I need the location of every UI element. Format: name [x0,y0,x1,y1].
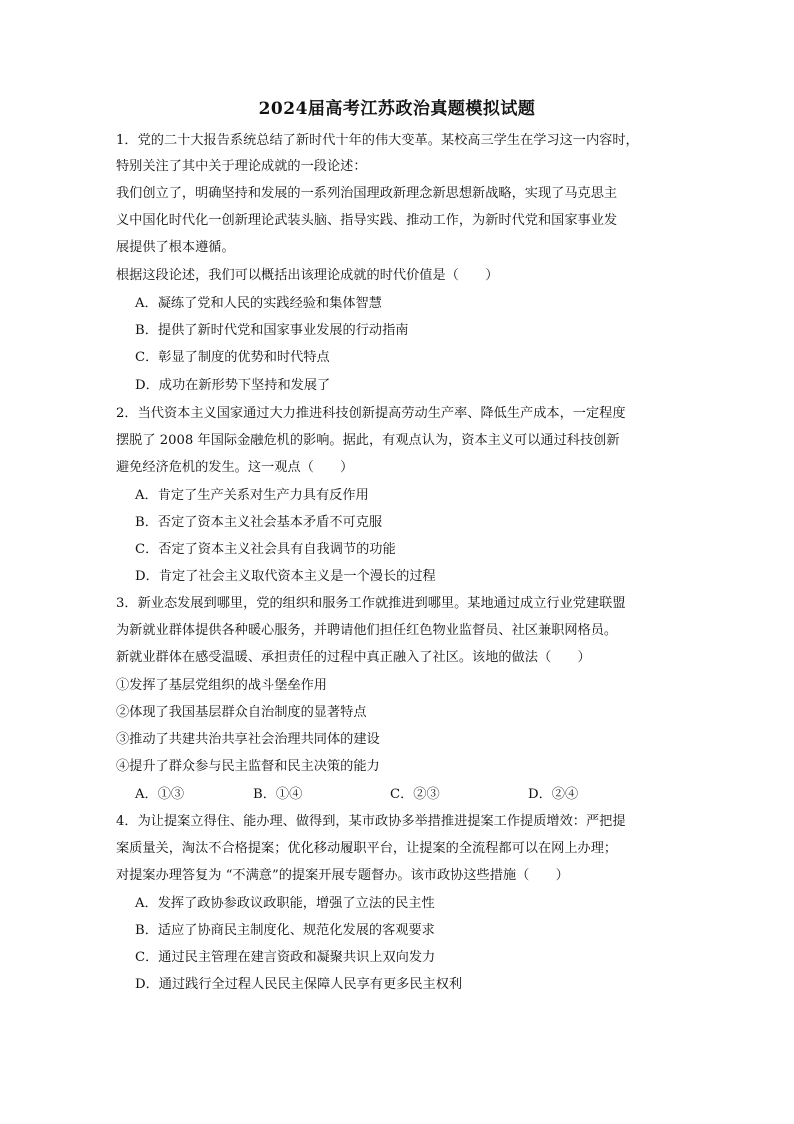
question-1-stem-line: 义中国化时代化一创新理论武装头脑、指导实践、推动工作，为新时代党和国家事业发 [116,213,618,228]
question-2-stem-line: 2．当代资本主义国家通过大力推进科技创新提高劳动生产率、降低生产成本，一定程度 [116,406,626,421]
question-4-option-d: D．通过践行全过程人民民主保障人民享有更多民主权利 [135,977,463,992]
question-3-choice-a: A．①③ [135,787,185,802]
question-1-option-c: C．彰显了制度的优势和时代特点 [135,350,330,365]
question-2-option-c: C．否定了资本主义社会具有自我调节的功能 [135,542,396,557]
question-3-stem-line: 新就业群体在感受温暖、承担责任的过程中真正融入了社区。该地的做法（ ） [116,650,591,665]
question-2-option-d: D．肯定了社会主义取代资本主义是一个漫长的过程 [135,569,436,584]
question-1-option-a: A．凝练了党和人民的实践经验和集体智慧 [135,296,382,311]
question-3-stem-line: 为新就业群体提供各种暖心服务，并聘请他们担任红色物业监督员、社区兼职网格员。 [116,623,618,638]
question-1-option-d: D．成功在新形势下坚持和发展了 [135,378,331,393]
question-1-stem-line: 特别关注了其中关于理论成就的一段论述： [116,159,367,174]
question-4-option-b: B．适应了协商民主制度化、规范化发展的客观要求 [135,923,435,938]
question-3-stem-line: 3．新业态发展到哪里，党的组织和服务工作就推进到哪里。某地通过成立行业党建联盟 [116,596,626,611]
question-1-stem-line: 我们创立了，明确坚持和发展的一系列治国理政新理念新思想新战略，实现了马克思主 [116,186,618,201]
question-3-statement-3: ③推动了共建共治共享社会治理共同体的建设 [116,732,380,747]
question-4-stem-line: 案质量关，淘汰不合格提案；优化移动履职平台，让提案的全流程都可以在网上办理； [116,841,618,856]
question-1-option-b: B．提供了新时代党和国家事业发展的行动指南 [135,323,409,338]
question-3-choice-b: B．①④ [253,787,303,802]
question-3-statement-2: ②体现了我国基层群众自治制度的显著特点 [116,705,367,720]
question-4-option-c: C．通过民主管理在建言资政和凝聚共识上双向发力 [135,950,436,965]
exam-title: 2024届高考江苏政治真题模拟试题 [258,99,536,119]
question-2-option-a: A．肯定了生产关系对生产力具有反作用 [135,488,369,503]
question-3-choice-c: C．②③ [390,787,440,802]
question-4-option-a: A．发挥了政协参政议政职能，增强了立法的民主性 [135,896,435,911]
question-3-choice-d: D．②④ [528,787,579,802]
question-1-stem-line: 展提供了根本遵循。 [116,240,235,255]
question-4-stem-line: 对提案办理答复为 “不满意”的提案开展专题督办。该市政协这些措施（ ） [116,868,569,883]
question-3-statement-1: ①发挥了基层党组织的战斗堡垒作用 [116,678,327,693]
question-3-choices [135,786,605,804]
question-2-stem-line: 摆脱了 2008 年国际金融危机的影响。据此，有观点认为，资本主义可以通过科技创新 [116,433,620,448]
question-2-option-b: B．否定了资本主义社会基本矛盾不可克服 [135,515,383,530]
question-2-stem-line: 避免经济危机的发生。这一观点（ ） [116,460,354,475]
question-1-stem-line: 1．党的二十大报告系统总结了新时代十年的伟大变革。某校高三学生在学习这一内容时， [116,133,639,148]
question-1-stem-line: 根据这段论述，我们可以概括出该理论成就的时代价值是（ ） [116,268,499,283]
question-3-statement-4: ④提升了群众参与民主监督和民主决策的能力 [116,759,380,774]
question-4-stem-line: 4．为让提案立得住、能办理、做得到，某市政协多举措推进提案工作提质增效：严把提 [116,814,626,829]
